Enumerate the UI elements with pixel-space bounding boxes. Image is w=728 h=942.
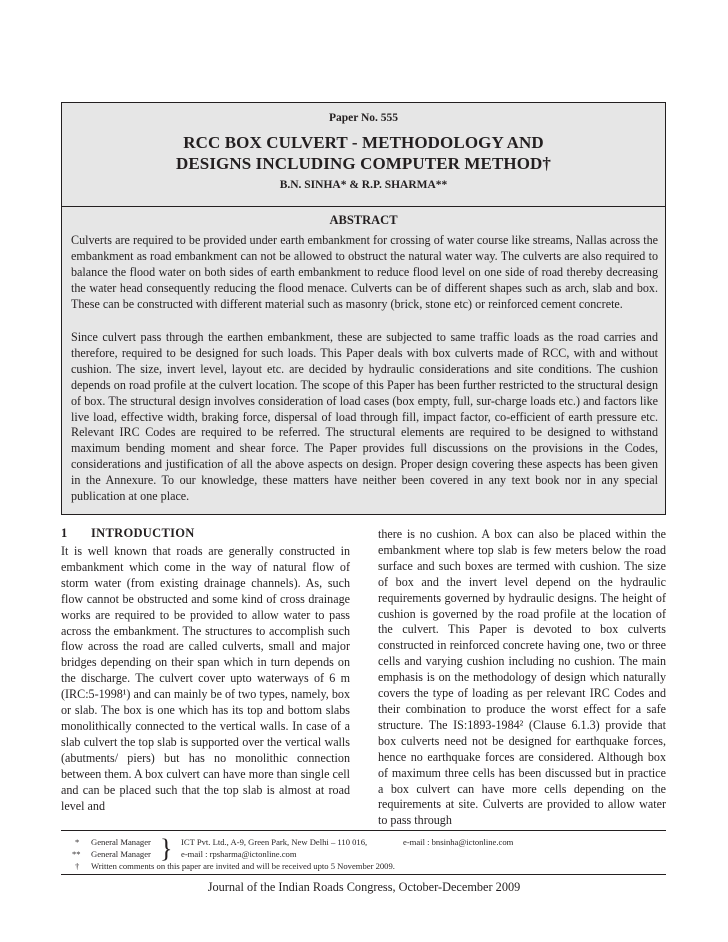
title-box: [61, 102, 666, 208]
footnote-brace: }: [160, 834, 173, 863]
footnote-organization: ICT Pvt. Ltd., A-9, Green Park, New Delhi – 110 016,: [181, 837, 368, 847]
footnote-role-2: General Manager: [91, 849, 151, 859]
paper-number: Paper No. 555: [328, 112, 399, 124]
footnote-star-1: *: [75, 837, 80, 847]
section-number: 1: [61, 526, 68, 540]
abstract-paragraph-1: Culverts are required to be provided under earth embankment for crossing of water course like streams, Nallas across the embankment as road embankment can not be allowed to obstruct the natural water way. The culverts are also required to balance the flood water on both sides of earth embankment to reduce flood level on one side of road thereby decreasing the water head consequently reducing the flood menace. Culverts can be of different shapes such as arch, slab and box. These can be constructed with different material such as masonry (brick, stone etc) or reinforced cement concrete.: [71, 233, 658, 311]
abstract-box: [61, 206, 666, 515]
footnote-email-2: e-mail : rpsharma@ictonline.com: [181, 849, 297, 859]
body-left-column: It is well known that roads are generally constructed in embankment which come in the way of natural flow of storm water (from existing drainage channels). As, such flow cannot be obstructed and some kind of cross drainage works are required to be provided to allow water to pass across the embankment. The structures to accomplish such flow across the road are called culverts, small and major bridges depending on their span which in turn depends on the discharge. The culvert cover upto waterways of 6 m (IRC:5-1998¹) and can mainly be of two types, namely, box or slab. The box is one which has its top and bottom slabs monolithically connected to the vertical walls. In case of a slab culvert the top slab is supported over the vertical walls (abutments/ piers) but has no monolithic connection between them. A box culvert can have more than single cell and can be placed such that the top slab is almost at road level and: [61, 544, 350, 813]
authors: B.N. SINHA* & R.P. SHARMA**: [279, 179, 448, 191]
abstract-heading: ABSTRACT: [329, 213, 398, 227]
footnote-bottom-rule: [61, 874, 666, 875]
footnote-top-rule: [61, 830, 666, 831]
section-heading: [61, 526, 195, 541]
section-title: INTRODUCTION: [91, 526, 195, 540]
footnote-role-1: General Manager: [91, 837, 151, 847]
footnote-dagger: †: [75, 861, 80, 871]
body-right-column: there is no cushion. A box can also be placed within the embankment where top slab is few meters below the road surface and such boxes are termed with cushion. The size of box and the invert level depend on the hydraulic requirements governed by hydraulic designs. The height of cushion is governed by the road profile at the location of the culvert. This Paper is devoted to box culverts constructed in reinforced concrete having one, two or three cells and varying cushion including no cushion. The main emphasis is on the methodology of design which naturally covers the type of loading as per relevant IRC Codes and their combination to produce the worst effect for a safe structure. The IS:1893-1984² (Clause 6.1.3) provide that box culverts need not be designed for earthquake forces, hence no earthquake forces are considered. Although box of maximum three cells has been discussed but in practice a box culvert can have more cells depending on the requirements at site. Culverts are provided to allow water to pass through: [378, 527, 666, 828]
paper-title-line2: DESIGNS INCLUDING COMPUTER METHOD†: [175, 154, 552, 173]
footnote-comments: Written comments on this paper are invited and will be received upto 5 November 2009.: [91, 861, 395, 871]
footnote-email-1: e-mail : bnsinha@ictonline.com: [403, 837, 514, 847]
journal-footer: Journal of the Indian Roads Congress, October-December 2009: [207, 880, 521, 894]
paper-title-line1: RCC BOX CULVERT - METHODOLOGY AND: [183, 133, 544, 152]
abstract-paragraph-2: Since culvert pass through the earthen embankment, these are subjected to same traffic loads as the road carries and therefore, required to be designed for such loads. This Paper deals with box culverts made of RCC, with and without cushion. The size, invert level, layout etc. are decided by hydraulic considerations and site conditions. The cushion depends on road profile at the culvert location. The scope of this Paper has been further restricted to the structural design of box. The structural design involves consideration of load cases (box empty, full, sur-charge loads etc.) and factors like live load, effective width, braking force, dispersal of load through fill, impact factor, co-efficient of earth pressure etc. Relevant IRC Codes are required to be referred. The structural elements are required to be designed to withstand maximum bending moment and shear force. The Paper provides full discussions on the provisions in the Codes, considerations and justification of all the above aspects on design. Proper design covering these aspects has been given in the Annexure. To our knowledge, these matters have neither been covered in any text book nor in any special publication at one place.: [71, 330, 658, 504]
footnote-star-2: **: [72, 849, 81, 859]
